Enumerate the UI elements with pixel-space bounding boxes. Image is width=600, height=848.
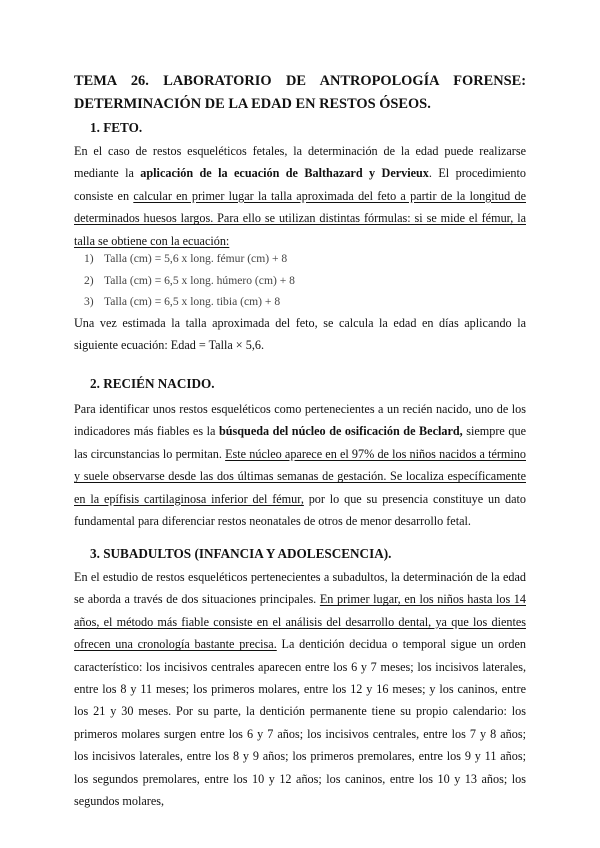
paragraph-feto-edad: Una vez estimada la talla aproximada del feto, se calcula la edad en días aplicando la siguiente ecuación: Edad = Talla × 5,6. xyxy=(74,316,526,353)
formula-number: 2) xyxy=(84,273,94,287)
formula-number: 1) xyxy=(84,252,94,265)
section-heading-recien-nacido: 2. RECIÉN NACIDO. xyxy=(90,376,215,391)
formula-number: 3) xyxy=(84,295,94,309)
underlined-text: En primer lugar, en los niños hasta los 14 años, el método más fiable consiste en el análisis del desarrollo dental, ya que los dientes ofrecen una cronología bastante precisa. xyxy=(74,592,526,652)
paragraph-subadultos xyxy=(74,566,526,812)
bold-text: búsqueda del núcleo de osificación de Beclard, xyxy=(218,424,463,439)
text-run: siempre que las circunstancias lo permitan. xyxy=(74,424,526,461)
paragraph-feto-intro xyxy=(74,140,526,252)
document-title: TEMA 26. LABORATORIO DE ANTROPOLOGÍA FORENSE: DETERMINACIÓN DE LA EDAD EN RESTOS ÓSEOS. xyxy=(74,73,526,112)
text-run: Para identificar unos restos esqueléticos como pertenecientes a un recién nacido, uno de los indicadores más fiables es la xyxy=(74,402,526,439)
formula-text: Talla (cm) = 5,6 x long. fémur (cm) + 8 xyxy=(104,252,288,265)
text-run: La dentición decidua o temporal sigue un orden característico: los incisivos centrales aparecen entre los 6 y 7 meses; los incisivos laterales, entre los 8 y 11 meses; los primeros molares, entre los 12 y 16 meses; y los caninos, entre los 21 y 30 meses. Por su parte, la dentición permanente tiene su propio calendario: los primeros molares surgen entre los 6 y 7 años; los incisivos centrales, entre los 7 y 8 años; los incisivos laterales, entre los 8 y 9 años; los primeros premolares, entre los 9 y 11 años; los segundos premolares, entre los 10 y 12 años; los caninos, entre los 10 y 13 años; los segundos molares, xyxy=(74,637,526,809)
formula-item xyxy=(84,270,295,292)
paragraph-recien-nacido xyxy=(74,398,526,532)
underlined-text: calcular en primer lugar la talla aproximada del feto a partir de la longitud de determinados huesos largos. Para ello se utilizan distintas fórmulas: si se mide el fémur, la talla se obtiene con la ecuación: xyxy=(74,188,526,248)
formula-text: Talla (cm) = 6,5 x long. húmero (cm) + 8 xyxy=(104,273,295,287)
formula-item xyxy=(84,248,295,270)
formula-item xyxy=(84,291,295,313)
formula-list xyxy=(84,248,295,313)
text-run: En el caso de restos esqueléticos fetales, la determinación de la edad puede realizarse mediante la xyxy=(74,144,526,181)
formula-text: Talla (cm) = 6,5 x long. tibia (cm) + 8 xyxy=(104,295,281,309)
section-heading-subadultos: 3. SUBADULTOS (INFANCIA Y ADOLESCENCIA). xyxy=(90,546,392,561)
text-run: En el estudio de restos esqueléticos pertenecientes a subadultos, la determinación de la edad se aborda a través de dos situaciones principales. xyxy=(74,570,526,607)
text-run: . El procedimiento consiste en xyxy=(74,166,526,203)
text-run: por lo que su presencia constituye un dato fundamental para diferenciar restos neonatales de otros de menor desarrollo fetal. xyxy=(74,491,526,529)
section-heading-feto: 1. FETO. xyxy=(90,120,143,135)
bold-text: aplicación de la ecuación de Balthazard y Dervieux xyxy=(140,166,429,181)
underlined-text: Este núcleo aparece en el 97% de los niños nacidos a término y suele observarse desde las dos últimas semanas de gestación. Se localiza específicamente en la epífisis cartilaginosa inferior del fémur, xyxy=(74,446,526,506)
